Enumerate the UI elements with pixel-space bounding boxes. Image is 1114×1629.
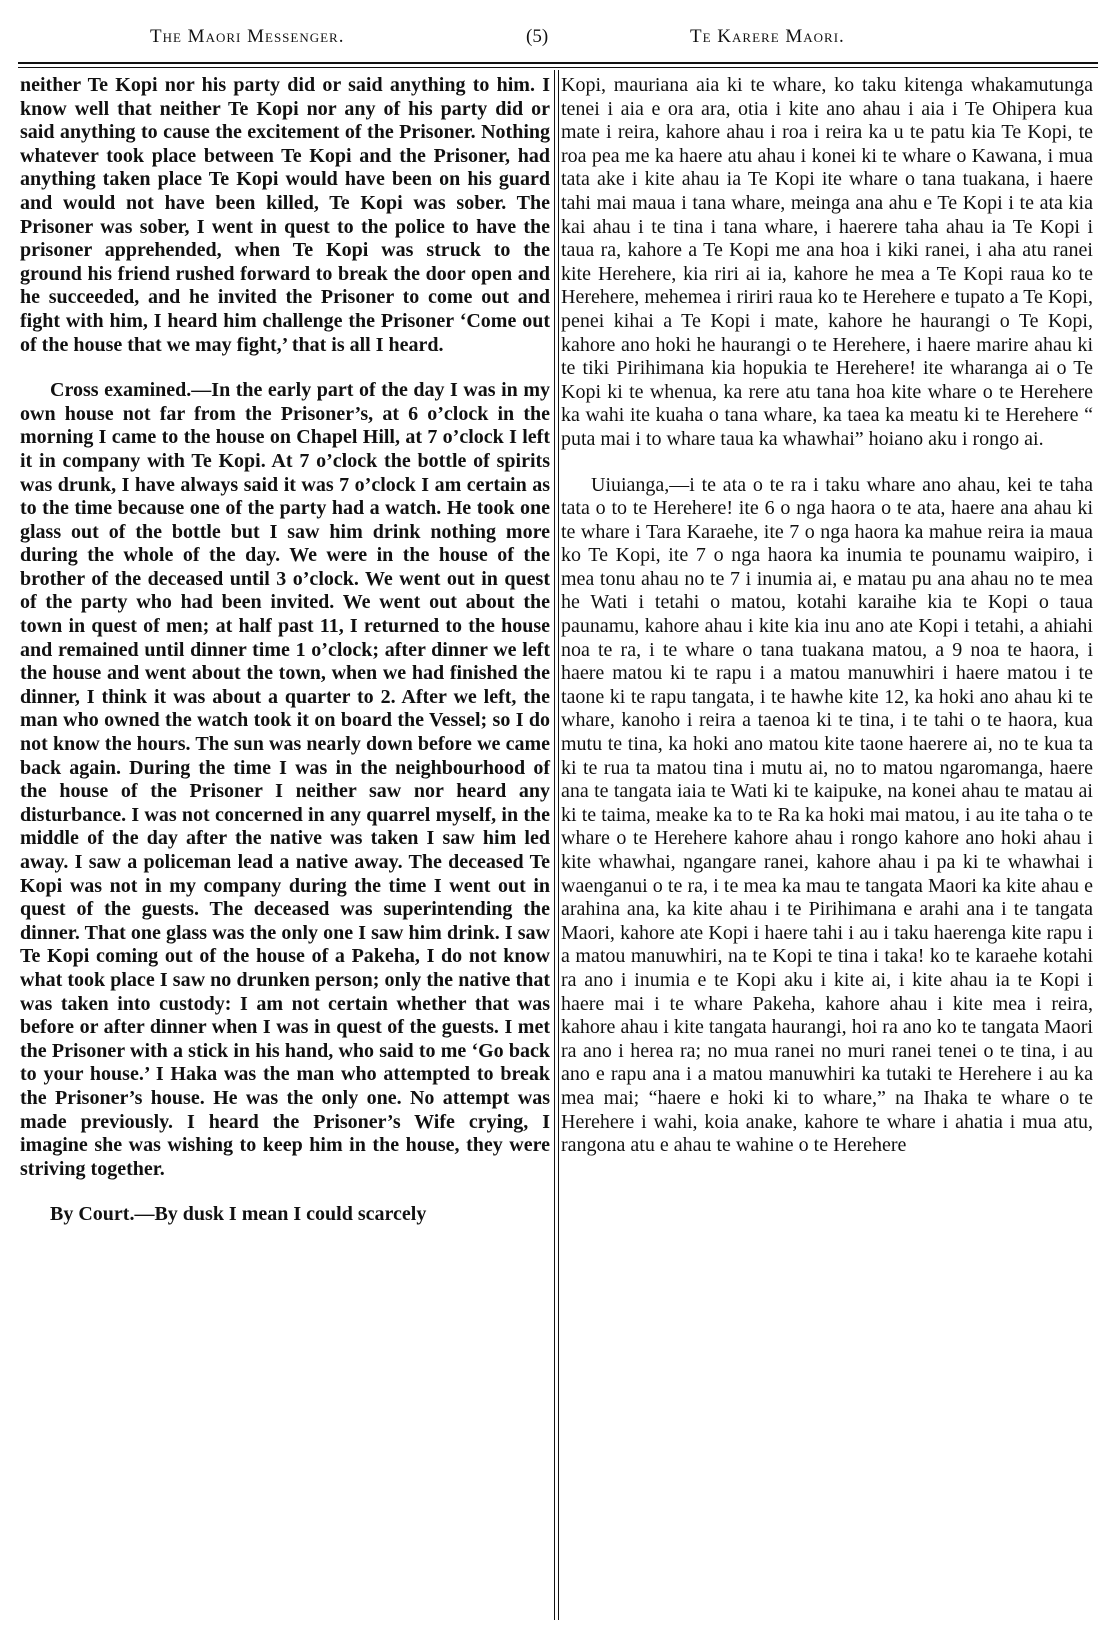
maori-column bbox=[561, 74, 1093, 1158]
column-divider bbox=[554, 70, 555, 1620]
by-court-paragraph: By Court.—By dusk I mean I could scarcely bbox=[50, 1203, 427, 1226]
column-divider bbox=[558, 70, 559, 1620]
cross-examination-paragraph: Cross examined.—In the early part of the day I was in my own house not far from the Prisoner’s, at 6 o’clock in the morning I came to the house on Chapel Hill, at 7 o’clock I left it in company with Te Kopi. At 7 o’clock the bottle of spirits was drunk, I have always said it was 7 o’clock I am certain as to the time because one of the party had a watch. He took one glass out of the bottle but I saw him drink nothing more during the whole of the day. We were in the house of the brother of the deceased until 3 o’clock. We went out in quest of the party who had been invited. We went out about the town in quest of men; at half past 11, I returned to the house and remained until dinner time 1 o’clock; after dinner we left the house and went about the town, when we had finished the dinner, I think it was about a quarter to 2. After we left, the man who owned the watch took it on board the Vessel; so I do not know the hours. The sun was nearly down before we came back again. During the time I was in the neighbourhood of the house of the Prisoner I neither saw nor heard any disturbance. I was not concerned in any quarrel myself, in the middle of the day after the native was taken I saw him led away. I saw a policeman lead a native away. The deceased Te Kopi was not in my company during the time I went out in quest of the guests. The deceased was superintending the dinner. That one glass was the only one I saw him drink. I saw Te Kopi coming out of the house of a Pakeha, I do not know what took place I saw no drunken person; only the native that was taken into custody: I am not certain whether that was before or after dinner when I was in quest of the guests. I met the Prisoner with a stick in his hand, who said to me ‘Go back to your house.’ I Haka was the man who attempted to break the Prisoner’s house. He was the only one. No attempt was made previously. I heard the Prisoner’s Wife crying, I imagine she was wishing to keep him in the house, they were striving together. bbox=[20, 379, 550, 1180]
maori-testimony-paragraph: Kopi, mauriana aia ki te whare, ko taku kitenga whakamutunga tenei i aia e ora ara, otia i kite ano ahau i aia i Te Ohipera kua mate i reira, kahore ahau i roa i reira ka u te patu kia Te Kopi, te roa pea me ka haere atu ahau i konei ki te whare o Kawana, i mua tata ake i kite ahau ia Te Kopi ite whare o tana tuakana, i haere tahi mai maua i tana whare, meinga ana ahu e Te Kopi i te ata kia kai ahau i te tina i tana whare, i haerere taha ahau ia Te Kopi i taua ra, kahore a Te Kopi me ana hoa i kiki ranei, i aha atu ranei kite Herehere, kia riri ai ia, kahore he mea a Te Kopi raua ko te Herehere, mehemea i ririri raua ko te Herehere e tupato a Te Kopi, penei kihai a Te Kopi i mate, kahore he haurangi o Te Kopi, kahore ano hoki he haurangi o te Herehere, i haere marire ahau ki te tiki Pirihimana kia hopukia te Herehere! ite wharanga ai o Te Kopi ki te whenua, ka rere atu tana hoa kite whare o te Herehere ka wahi ite kuaha o tana whare, ka taea ka meatu ki te Herehere “ puta mai i to whare taua ka whawhai” hoiano aku i rongo ai. bbox=[561, 74, 1093, 450]
maori-cross-examination-paragraph: Uiuianga,—i te ata o te ra i taku whare ano ahau, kei te taha tata o to te Herehere! ite 6 o nga haora o te ata, haere ana ahau ki te whare i Tara Karaehe, ite 7 o nga haora ka mahue reira ia maua ko Te Kopi, ite 7 o nga haora ka inumia te pounamu waipiro, i mea tonu ahau no te 7 i inumia ai, e matau pu ana ahau no te mea he Wati i tetahi o matou, kotahi karaihe kia te Kopi o taua paunamu, kahore ahau i kite kia inu ano ate Kopi i tetahi, a ahiahi noa te ra, i te whare o tana tuakana matou, a 9 noa te haora, i haere matou ki te rapu i a matou manuwhiri i haere matou i te taone ki te rapu tangata, i te hawhe kite 12, ka hoki ano ahau ki te whare, kanoho i reira a taenoa ki te tina, i te tahi o te haora, kua mutu te tina, ka hoki ano matou kite taone haerere ai, no te kua ta ki te rua ta matou tina i mutu ai, no to matou ngaromanga, haere ana te tangata iaia te Wati ki te kaipuke, na konei ahau te matau ai ki te taima, meake ka to te Ra ka hoki mai matou, i au ite taha o te whare o te Herehere kahore ahau i rongo kahore ano hoki ahau i kite whawhai, ngangare ranei, kahore ahau i pa ki te whawhai i waenganui o te ra, i te mea ka mau te tangata Maori ka kite ahau e arahina ana, ka kite ahau i te Pirihimana e arahi ana i te tangata Maori, kahore ate Kopi i haere tahi i au i taku haerenga kite rapu i a matou manuwhiri, na te Kopi te tina i taka! ko te karaehe kotahi ra ano i inumia e te Kopi aku i kite ai, i kite ahau ia te Kopi i haere mai i te whare Pakeha, kahore ahau i kite mea i reira, kahore ahau i kite tangata haurangi, hoi ra ano ko te tangata Maori ra ano i herea ra; no mua ranei no muri ranei tenei o te tina, i au ano e rapu ana i a matou manuwhiri ka tutaki te Herehere i au ka mea mai; “haere e hoki ki to whare,” na Ihaka te whare o te Herehere i wahi, koia anake, kahore te whare i ahatia i mua atu, rangona atu e ahau te wahine o te Herehere bbox=[561, 473, 1093, 1157]
testimony-paragraph: neither Te Kopi nor his party did or said anything to him. I know well that neither Te Kopi nor any of his party did or said anything to cause the excitement of the Prisoner. Nothing whatever took place between Te Kopi and the Prisoner, had anything taken place Te Kopi would have been on his guard and would not have been killed, Te Kopi was sober. The Prisoner was sober, I went in quest to the police to have the prisoner apprehended, when Te Kopi was struck to the ground his friend rushed forward to break the door open and he succeeded, and he invited the Prisoner to come out and fight with him, I heard him challenge the Prisoner ‘Come out of the house that we may fight,’ that is all I heard. bbox=[20, 74, 550, 356]
masthead-english: The Maori Messenger. bbox=[150, 26, 345, 47]
masthead-maori: Te Karere Maori. bbox=[690, 26, 845, 47]
english-column bbox=[20, 74, 550, 1227]
header-rule-thin bbox=[18, 67, 1098, 68]
page-number: (5) bbox=[526, 26, 549, 47]
header-rule-thick bbox=[18, 62, 1098, 64]
page-header bbox=[0, 0, 1114, 60]
